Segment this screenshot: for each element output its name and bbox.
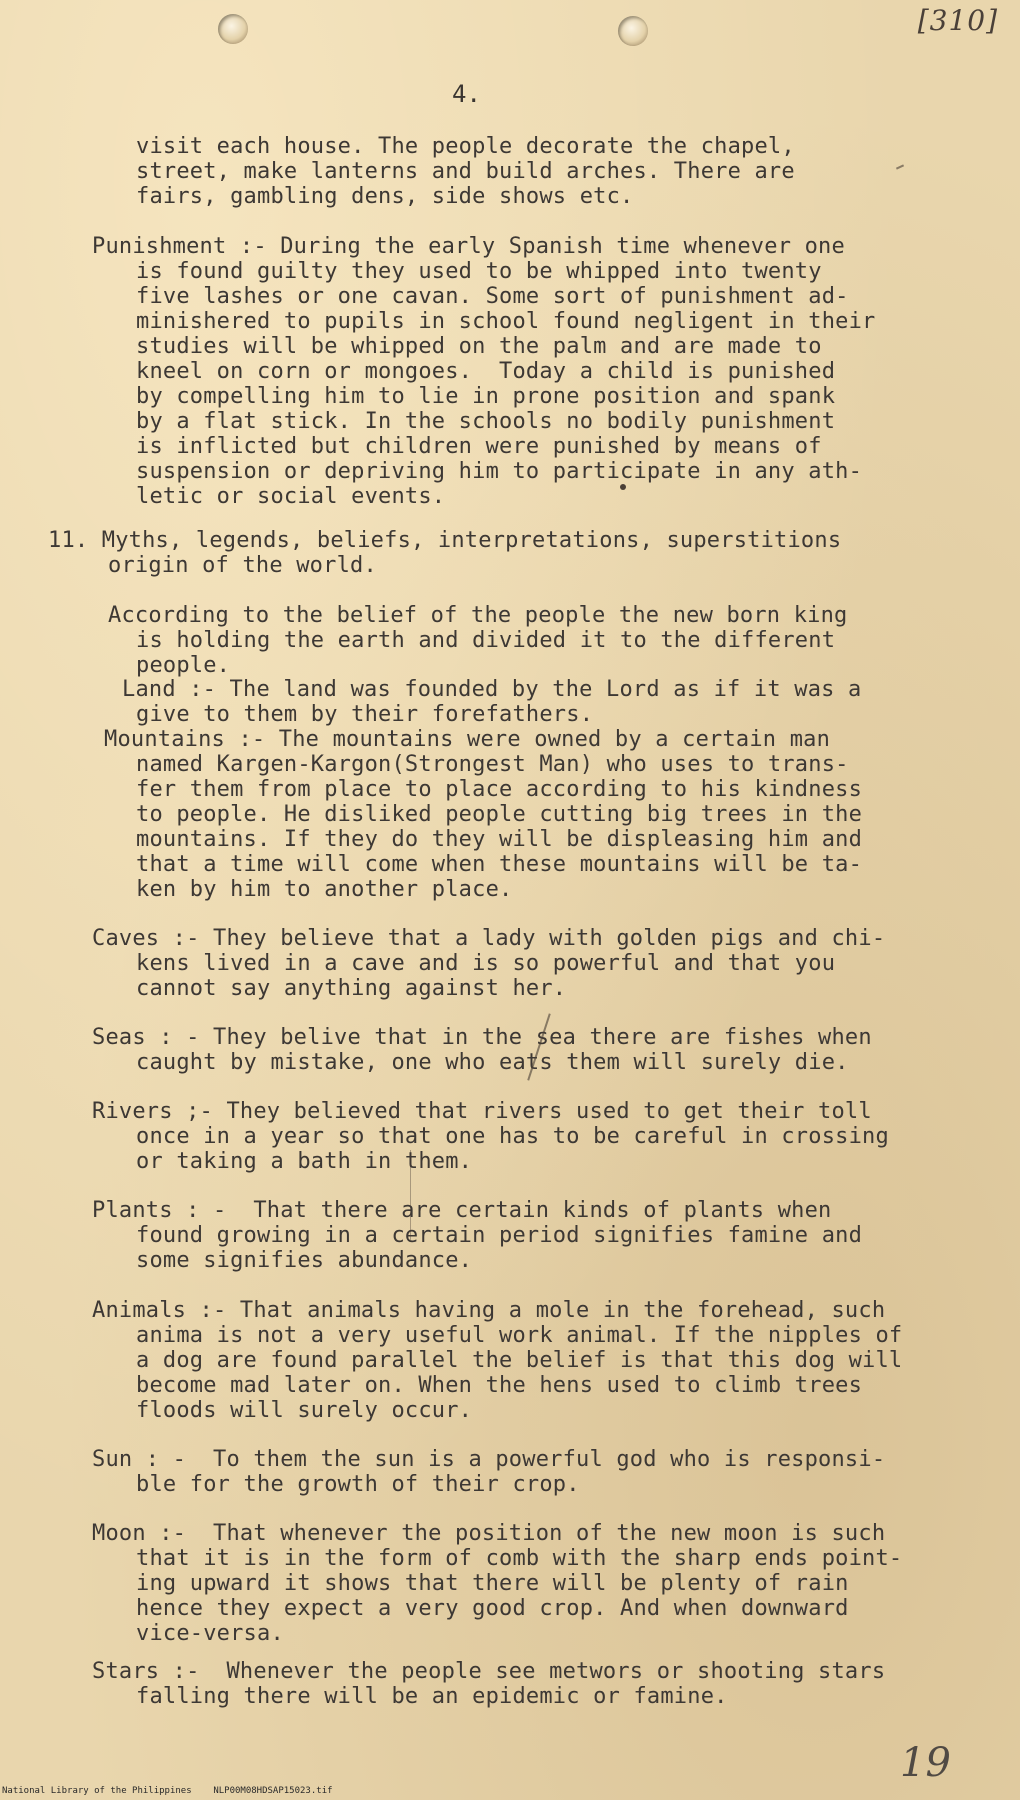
text-line: that it is in the form of comb with the sharp ends point-: [136, 1546, 903, 1571]
text-line: by a flat stick. In the schools no bodily punishment: [136, 409, 836, 434]
text-line: Mountains :- The mountains were owned by a certain man: [104, 727, 831, 752]
text-line: floods will surely occur.: [136, 1398, 473, 1423]
text-line: once in a year so that one has to be careful in crossing: [136, 1124, 889, 1149]
text-line: kens lived in a cave and is so powerful and that you: [136, 951, 836, 976]
text-line: origin of the world.: [108, 553, 377, 578]
punch-hole-right: [618, 16, 648, 46]
text-line: vice-versa.: [136, 1621, 284, 1646]
text-line: found growing in a certain period signifies famine and: [136, 1223, 863, 1248]
text-line: is found guilty they used to be whipped into twenty: [136, 259, 822, 284]
text-line: street, make lanterns and build arches. There are: [136, 159, 795, 184]
text-line: Seas : - They belive that in the sea there are fishes when: [92, 1025, 872, 1050]
text-line: is inflicted but children were punished by means of: [136, 434, 822, 459]
text-line: fairs, gambling dens, side shows etc.: [136, 184, 634, 209]
text-line: Land :- The land was founded by the Lord as if it was a: [122, 677, 862, 702]
text-line: According to the belief of the people the new born king: [108, 603, 848, 628]
ink-dot: [620, 484, 626, 490]
text-line: kneel on corn or mongoes. Today a child is punished: [136, 359, 836, 384]
text-line: a dog are found parallel the belief is that this dog will: [136, 1348, 903, 1373]
text-line: anima is not a very useful work animal. If the nipples of: [136, 1323, 903, 1348]
text-line: by compelling him to lie in prone position and spank: [136, 384, 836, 409]
text-line: Caves :- They believe that a lady with golden pigs and chi-: [92, 926, 886, 951]
page-number: 4.: [452, 80, 481, 108]
text-line: letic or social events.: [136, 484, 446, 509]
text-line: cannot say anything against her.: [136, 976, 567, 1001]
text-line: caught by mistake, one who eats them will surely die.: [136, 1050, 849, 1075]
text-line: mountains. If they do they will be displeasing him and: [136, 827, 863, 852]
text-line: that a time will come when these mountains will be ta-: [136, 852, 863, 877]
text-line: ble for the growth of their crop.: [136, 1472, 580, 1497]
punch-hole-left: [218, 14, 248, 44]
text-line: people.: [136, 653, 231, 678]
text-line: suspension or depriving him to participate in any ath-: [136, 459, 863, 484]
text-line: ken by him to another place.: [136, 877, 513, 902]
text-line: named Kargen-Kargon(Strongest Man) who uses to trans-: [136, 752, 849, 777]
pencil-stroke: [896, 164, 904, 169]
text-line: become mad later on. When the hens used to climb trees: [136, 1373, 863, 1398]
text-line: give to them by their forefathers.: [136, 702, 594, 727]
text-line: five lashes or one cavan. Some sort of punishment ad-: [136, 284, 849, 309]
handwritten-page-number: 19: [900, 1740, 951, 1786]
text-line: falling there will be an epidemic or famine.: [136, 1684, 728, 1709]
text-line: Moon :- That whenever the position of the new moon is such: [92, 1521, 886, 1546]
text-line: or taking a bath in them.: [136, 1149, 473, 1174]
text-line: ing upward it shows that there will be plenty of rain: [136, 1571, 849, 1596]
footer-caption: National Library of the Philippines NLP00M08HDSAP15023.tif: [2, 1786, 333, 1796]
text-line: visit each house. The people decorate the chapel,: [136, 134, 795, 159]
text-line: minishered to pupils in school found negligent in their: [136, 309, 876, 334]
text-line: Stars :- Whenever the people see metwors or shooting stars: [92, 1659, 886, 1684]
text-line: Animals :- That animals having a mole in the forehead, such: [92, 1298, 886, 1323]
text-line: hence they expect a very good crop. And when downward: [136, 1596, 849, 1621]
text-line: Punishment :- During the early Spanish time whenever one: [92, 234, 845, 259]
text-line: Rivers ;- They believed that rivers used to get their toll: [92, 1099, 872, 1124]
text-line: 11. Myths, legends, beliefs, interpretations, superstitions: [48, 528, 842, 553]
text-line: studies will be whipped on the palm and are made to: [136, 334, 822, 359]
text-line: Plants : - That there are certain kinds of plants when: [92, 1198, 832, 1223]
archive-number: [310]: [917, 4, 998, 37]
pencil-stroke: [410, 1150, 411, 1240]
text-line: some signifies abundance.: [136, 1248, 473, 1273]
text-line: Sun : - To them the sun is a powerful god who is responsi-: [92, 1447, 886, 1472]
text-line: to people. He disliked people cutting big trees in the: [136, 802, 863, 827]
text-line: fer them from place to place according to his kindness: [136, 777, 863, 802]
text-line: is holding the earth and divided it to the different: [136, 628, 836, 653]
